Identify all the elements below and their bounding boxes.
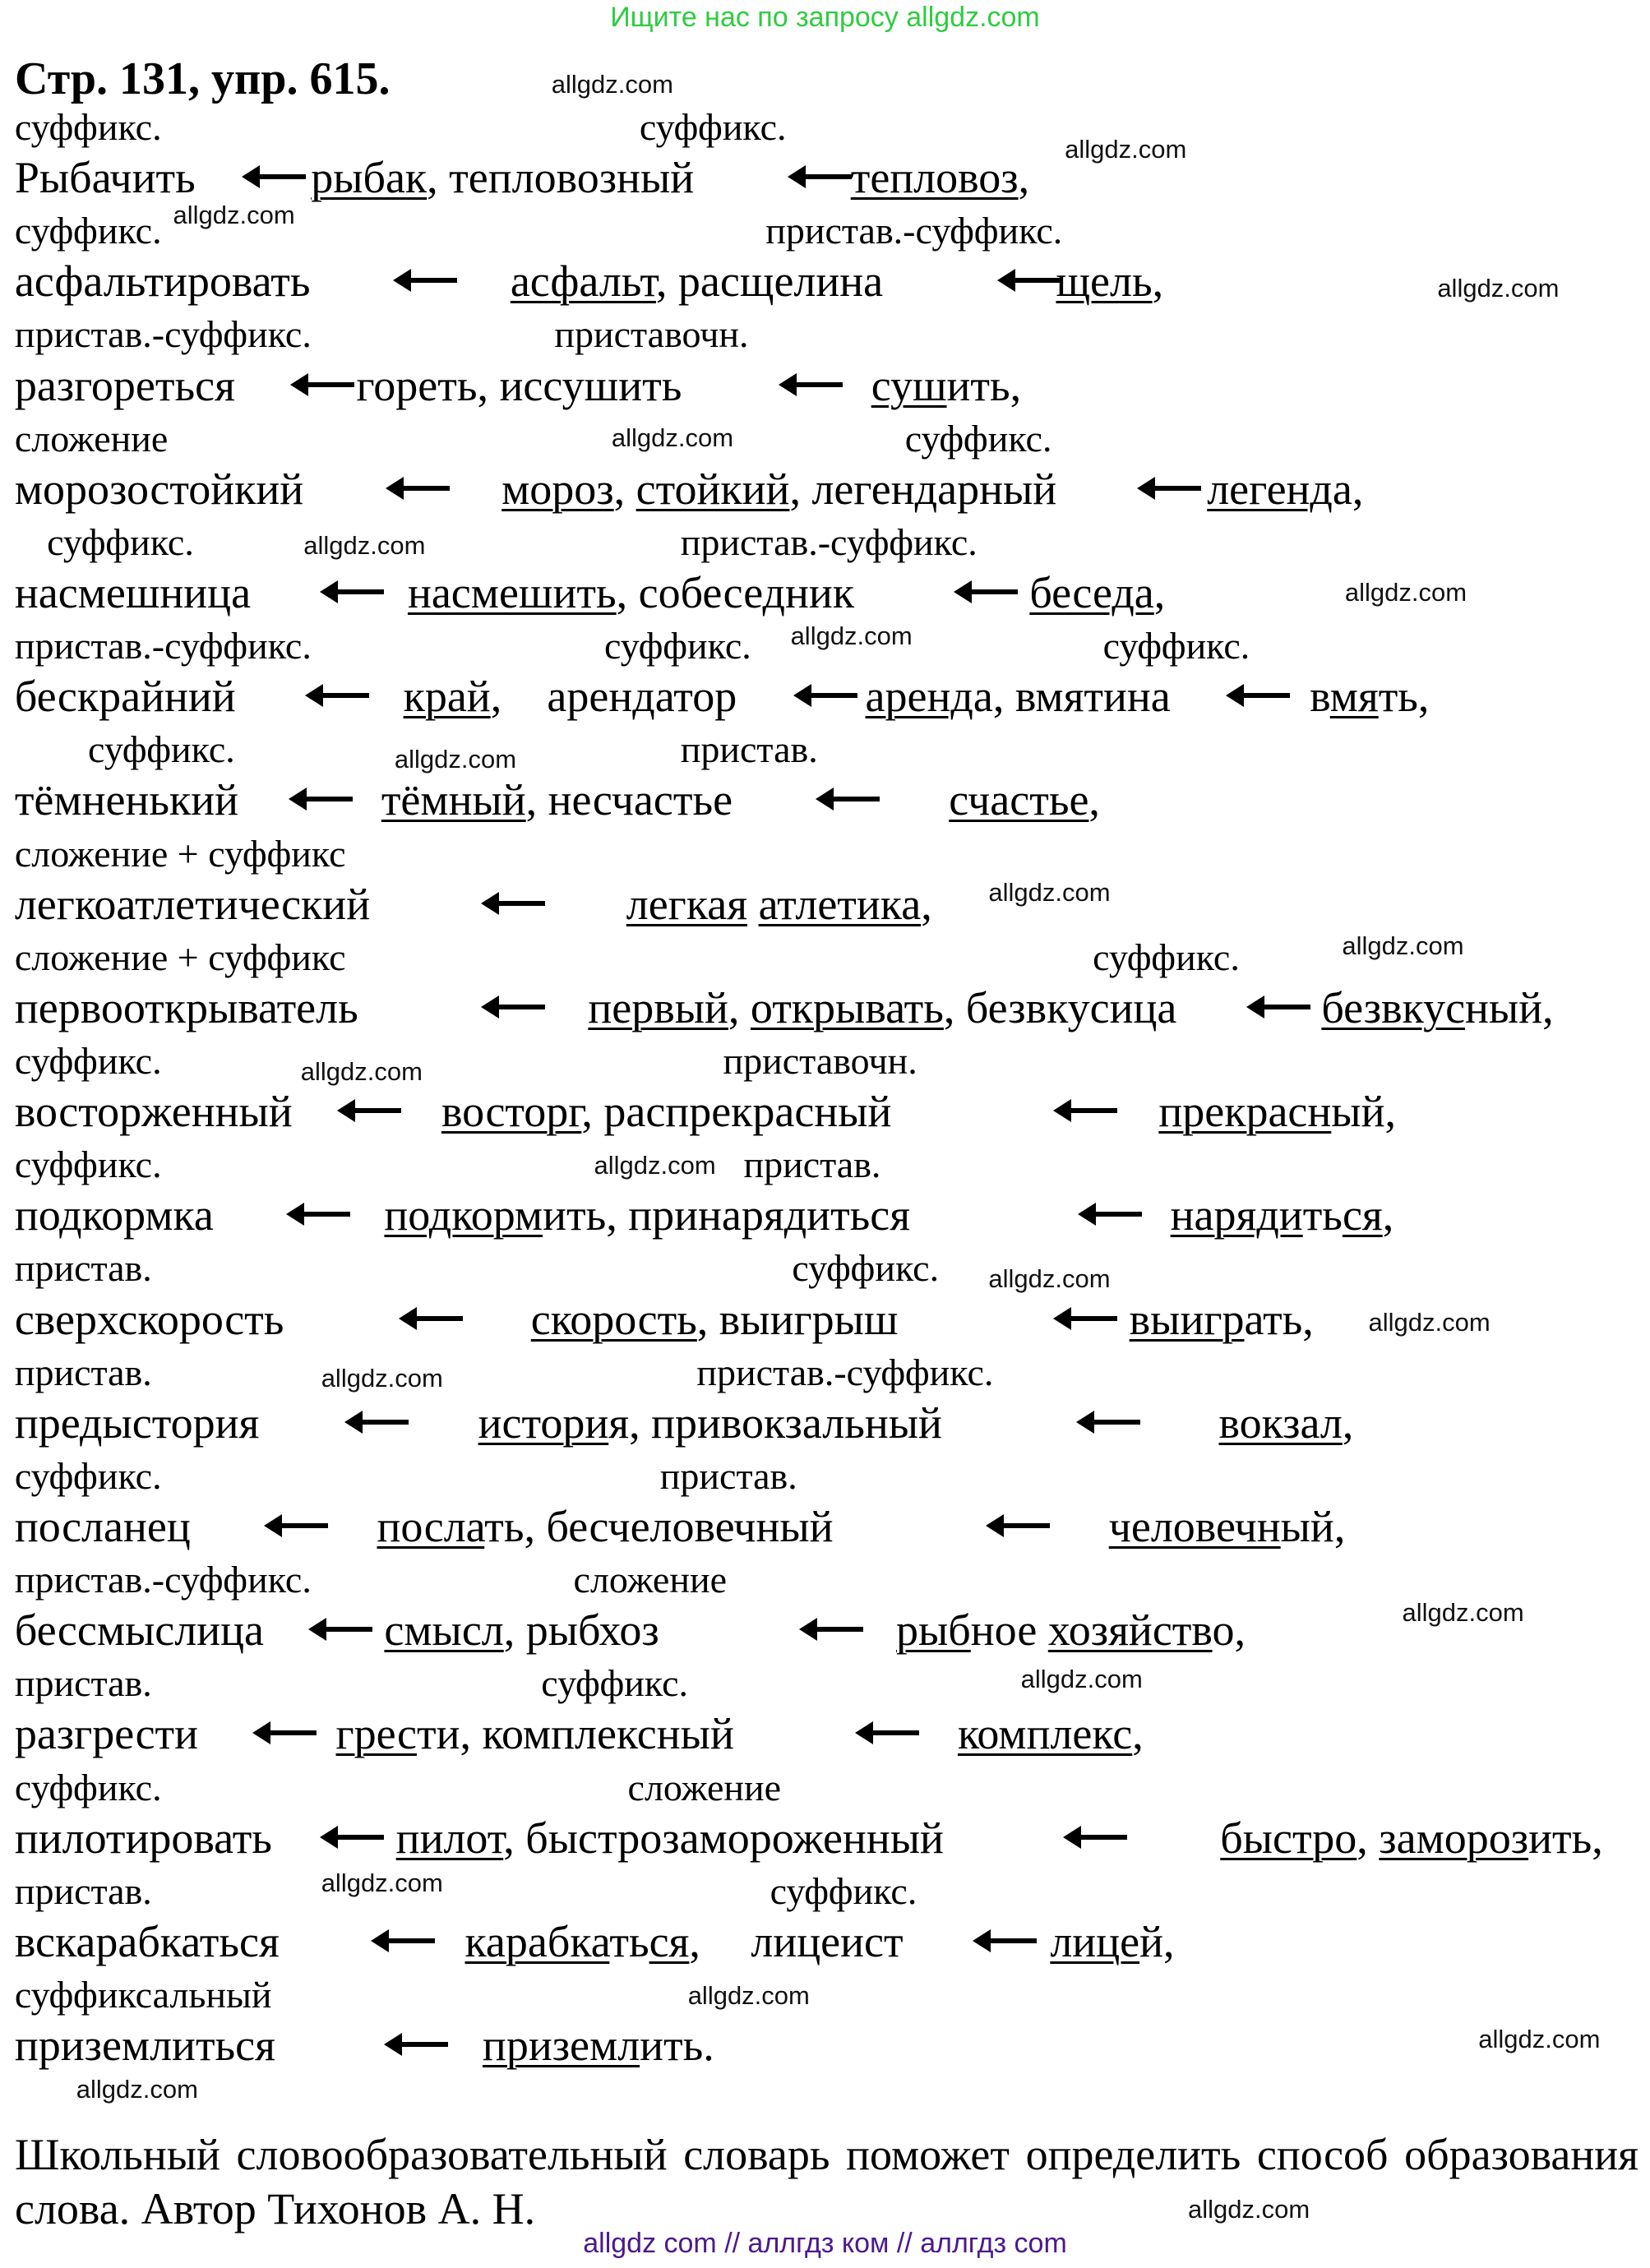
word-text: бескрайний [14,672,236,722]
arrow-left-icon [1076,1407,1142,1440]
word-group [14,567,252,617]
arrow-left-icon [816,784,881,817]
word-text: разгрести [14,1709,199,1759]
word-group [14,360,235,410]
arrow-left-icon [252,1718,318,1751]
arrow-left-icon [371,1926,437,1959]
watermark: allgdz.com [1065,134,1187,164]
word-group [1310,672,1430,722]
method-label: пристав. [14,1351,152,1393]
word-text: ить, [1528,1813,1603,1863]
word-text: вскарабкаться [14,1916,280,1966]
method-label: суффикс. [14,210,162,252]
word-text: ый, [1280,1501,1346,1551]
method-label: пристав.-суффикс. [696,1351,994,1393]
arrow-left-icon [399,1304,464,1337]
word-text: , [1382,1190,1394,1240]
word-text: ное [970,1605,1048,1656]
watermark: allgdz.com [303,530,426,560]
page-title: Стр. 131, упр. 615. [15,53,391,104]
derivation-base: стойкий [636,464,790,514]
watermark: allgdz.com [611,423,734,453]
word-text: , [1152,256,1164,307]
watermark: allgdz.com [76,2075,198,2104]
derivation-base: восторг [441,1087,582,1137]
watermark: allgdz.com [1368,1308,1491,1337]
word-text: разгореться [14,360,235,410]
word-text: тёмненький [14,775,238,825]
word-text: , распрекрасный [581,1087,892,1137]
watermark: allgdz.com [1020,1664,1143,1693]
word-text: , [1018,153,1030,203]
watermark: allgdz.com [1344,577,1467,607]
word-text: асфальтировать [14,256,311,307]
word-group [14,1087,293,1137]
arrow-left-icon [1078,1199,1144,1232]
word-text: ый, [1331,1087,1396,1137]
arrow-left-icon [305,681,371,714]
word-group [14,672,236,722]
arrow-left-icon [264,1511,330,1544]
arrow-left-icon [308,1614,374,1647]
derivation-base: насмешить [407,567,617,617]
method-label: пристав. [659,1454,797,1497]
word-text: ить. [640,2021,714,2071]
arrow-left-icon [242,162,307,195]
word-text: лицеист [751,1916,904,1966]
word-group [395,1813,944,1863]
derivation-base: истори [478,1397,609,1448]
word-group [1321,982,1554,1032]
watermark: allgdz.com [551,70,673,99]
word-text: ть, бесчеловечный [484,1501,834,1551]
word-text: , тепловозный [427,153,695,203]
word-text: , безвкусица [943,982,1177,1032]
arrow-left-icon [393,266,459,298]
word-text: в [1310,672,1330,722]
word-group [311,153,695,203]
arrow-left-icon [1246,992,1312,1025]
word-group [335,1709,734,1759]
arrow-left-icon [1053,1304,1119,1337]
word-group [1218,1397,1354,1448]
word-group [377,1501,834,1551]
method-label: пристав. [14,1662,152,1705]
method-label: суффикс. [14,1766,162,1808]
word-text: й, [1139,1916,1175,1966]
arrow-left-icon [973,1926,1038,1959]
watermark: allgdz.com [321,1868,443,1897]
derivation-base: вокзал [1218,1397,1343,1448]
derivation-base: мя [1329,672,1379,722]
word-text: сверхскорость [14,1294,284,1344]
arrow-left-icon [386,473,451,506]
watermark: allgdz.com [687,1980,810,2010]
method-label: пристав.-суффикс. [14,313,312,356]
method-label: суффикс. [14,1454,162,1497]
derivation-base: посла [377,1501,485,1551]
word-group [403,672,502,722]
derivation-base: рыбак [311,153,428,203]
method-label: суффиксальный [14,1973,272,2016]
method-label: сложение [573,1559,728,1601]
word-text: , несчастье [525,775,733,825]
arrow-left-icon [1226,681,1292,714]
word-group [949,775,1100,825]
method-label: суффикс. [639,106,787,149]
derivation-base: легкая [626,879,748,929]
derivation-base: суш [871,360,947,410]
arrow-left-icon [290,370,356,403]
method-label: пристав.-суффикс. [14,1559,312,1601]
word-group [1056,256,1164,307]
arrow-left-icon [1137,473,1203,506]
word-group [1207,464,1364,514]
arrow-left-icon [289,784,354,817]
word-text: ить, [946,360,1022,410]
word-group [588,982,1177,1032]
derivation-base: аренд [865,672,973,722]
derivation-base: тепловоз [850,153,1019,203]
word-group [530,1294,899,1344]
word-text: , [1153,567,1166,617]
word-text: пилотировать [14,1813,272,1863]
method-label: приставочн. [554,313,749,356]
method-label: суффикс. [1093,935,1240,978]
word-group [751,1916,904,1966]
arrow-left-icon [286,1199,352,1232]
word-text: , рыбхоз [503,1605,659,1656]
derivation-base: первый [588,982,728,1032]
word-group [441,1087,892,1137]
watermark: allgdz.com [394,745,517,774]
derivation-base: рыб [896,1605,971,1656]
word-group [14,1294,284,1344]
word-text: , [1357,1813,1380,1863]
word-text: , быстрозамороженный [503,1813,944,1863]
word-text: легкоатлетический [14,879,371,929]
method-label: сложение + суффикс [14,832,346,875]
derivation-base: край [403,672,491,722]
word-text: , [613,464,636,514]
word-group [1158,1087,1396,1137]
arrow-left-icon [986,1511,1051,1544]
word-group [957,1709,1144,1759]
arrow-left-icon [481,889,547,922]
derivation-base: карабка [464,1916,610,1966]
method-label: пристав. [14,1247,152,1290]
arrow-left-icon [788,162,853,195]
method-label: пристав.-суффикс. [765,210,1063,252]
derivation-base: скорость [530,1294,697,1344]
method-label: пристав. [14,1869,152,1912]
derivation-base: замороз [1379,1813,1529,1863]
note-paragraph: Школьный словообразовательный словарь поможет определить способ образования слова. Автор Тихонов А. Н. [15,2130,1638,2233]
derivation-base: ся [1342,1190,1383,1240]
method-label: суффикс. [47,520,194,563]
word-group [1108,1501,1346,1551]
word-text [747,880,759,929]
method-label: суффикс. [14,1143,162,1186]
word-group [1170,1190,1394,1240]
method-label: пристав. [743,1143,881,1186]
word-text: о, [1212,1605,1246,1656]
word-group [547,672,737,722]
derivation-base: лице [1050,1916,1140,1966]
arrow-left-icon [793,681,859,714]
word-group [384,1190,911,1240]
arrow-left-icon [779,370,844,403]
method-label: суффикс. [14,1039,162,1082]
word-group [407,567,855,617]
derivation-base: щель [1056,256,1153,307]
word-text: а, вмятина [973,672,1171,722]
word-text: Рыбачить [14,153,196,203]
word-group [14,775,238,825]
word-text: арендатор [547,672,737,722]
word-text: ть [1302,1190,1343,1240]
word-group [384,1605,659,1656]
method-label: суффикс. [14,106,162,149]
word-group [501,464,1057,514]
word-group [871,360,1022,410]
derivation-base: открывать [750,982,944,1032]
word-group [482,2021,714,2071]
word-text: морозостойкий [14,464,304,514]
method-label: суффикс. [1102,625,1250,667]
method-label: сложение [14,417,169,460]
search-banner: Ищите нас по запросу allgdz.com [610,2,1040,33]
word-text: гореть, иссушить [356,360,682,410]
word-text: , [728,982,751,1032]
word-text: ть [609,1916,649,1966]
word-text: посланец [14,1501,191,1551]
derivation-base: мороз [501,464,614,514]
word-text: я, привокзальный [608,1397,942,1448]
derivation-base: легенд [1207,464,1333,514]
watermark: allgdz.com [1402,1598,1524,1628]
derivation-base: счастье [949,775,1089,825]
word-text: , легендарный [789,464,1057,514]
word-group [865,672,1171,722]
watermark: allgdz.com [300,1057,423,1087]
method-label: суффикс. [541,1662,689,1705]
derivation-base: пилот [395,1813,504,1863]
word-text: ить, принарядиться [543,1190,911,1240]
arrow-left-icon [384,2030,450,2062]
method-label: пристав. [680,728,818,771]
arrow-left-icon [997,266,1063,298]
derivation-base: ся [649,1916,690,1966]
word-group [14,1190,214,1240]
word-text: , [1342,1397,1354,1448]
word-group [14,982,358,1032]
word-group [896,1605,1246,1656]
word-text: , [490,672,502,722]
arrow-left-icon [1063,1822,1129,1855]
derivation-base: тёмный [381,775,526,825]
word-group [14,879,371,929]
derivation-base: прекрасн [1158,1087,1332,1137]
word-group [1220,1813,1603,1863]
arrow-left-icon [799,1614,865,1647]
word-group [14,1605,264,1656]
word-text: , собеседник [616,567,855,617]
word-text: , выигрыш [696,1294,899,1344]
word-text: насмешница [14,567,252,617]
method-label: суффикс. [792,1247,940,1290]
derivation-base: беседа [1029,567,1154,617]
watermark: allgdz.com [1437,274,1560,303]
word-group [1129,1294,1314,1344]
word-group [14,153,196,203]
word-group [14,1397,260,1448]
word-text: приземлиться [14,2021,275,2071]
method-label: суффикс. [770,1869,917,1912]
method-label: суффикс. [904,417,1052,460]
watermark: allgdz.com [790,621,913,651]
word-text: , [1088,775,1100,825]
word-group [626,879,932,929]
watermark: allgdz.com [173,201,295,230]
word-group [14,256,311,307]
word-text: , [1132,1709,1144,1759]
word-group [510,256,884,307]
method-label: пристав.-суффикс. [680,520,978,563]
word-group [850,153,1030,203]
derivation-base: приземл [482,2021,640,2071]
watermark: allgdz.com [1478,2025,1601,2054]
derivation-base: хозяйств [1047,1605,1213,1656]
method-label: пристав.-суффикс. [14,625,312,667]
word-text: , расщелина [655,256,884,307]
word-text: , [921,879,932,929]
watermark: allgdz.com [1188,2195,1310,2224]
arrow-left-icon [481,992,547,1025]
arrow-left-icon [1053,1096,1119,1129]
word-text: ти, комплексный [416,1709,734,1759]
word-group [14,2021,275,2071]
word-text: ный, [1465,982,1554,1032]
derivation-base: быстро [1220,1813,1357,1863]
derivation-base: безвкус [1321,982,1466,1032]
method-label: сложение + суффикс [14,935,346,978]
word-text: предыстория [14,1397,260,1448]
watermark: allgdz.com [321,1363,443,1393]
word-text: а, [1332,464,1364,514]
word-group [1050,1916,1175,1966]
word-group [356,360,682,410]
derivation-base: наряди [1170,1190,1303,1240]
word-text: , [689,1916,700,1966]
method-label: сложение [627,1766,782,1808]
derivation-base: атлетика [758,879,922,929]
arrow-left-icon [337,1096,403,1129]
method-label: приставочн. [723,1039,917,1082]
derivation-base: смысл [384,1605,504,1656]
derivation-base: грес [335,1709,417,1759]
watermark: allgdz.com [988,878,1111,908]
word-group [478,1397,942,1448]
word-text: подкормка [14,1190,214,1240]
watermark: allgdz.com [988,1263,1111,1293]
word-text: ть, [1378,672,1430,722]
derivation-base: выигр [1129,1294,1245,1344]
derivation-base: человечн [1108,1501,1281,1551]
derivation-base: подкорм [384,1190,543,1240]
derivation-base: комплекс [957,1709,1133,1759]
arrow-left-icon [855,1718,921,1751]
method-label: суффикс. [604,625,751,667]
word-group [464,1916,700,1966]
word-text: первооткрыватель [14,982,358,1032]
method-label: суффикс. [88,728,235,771]
word-text: восторженный [14,1087,293,1137]
arrow-left-icon [320,577,386,610]
word-group [14,464,304,514]
word-group [381,775,733,825]
derivation-base: асфальт [510,256,656,307]
word-group [14,1916,280,1966]
watermark: allgdz.com [594,1151,716,1180]
word-group [14,1709,199,1759]
arrow-left-icon [344,1407,410,1440]
word-group [1029,567,1166,617]
arrow-left-icon [954,577,1019,610]
word-group [14,1813,272,1863]
word-group [14,1501,191,1551]
word-text: ать, [1244,1294,1314,1344]
watermark: allgdz.com [1342,931,1464,960]
footer-links: allgdz com // аллгдз ком // аллгдз com [583,2228,1067,2259]
word-text: бессмыслица [14,1605,264,1656]
arrow-left-icon [320,1822,386,1855]
